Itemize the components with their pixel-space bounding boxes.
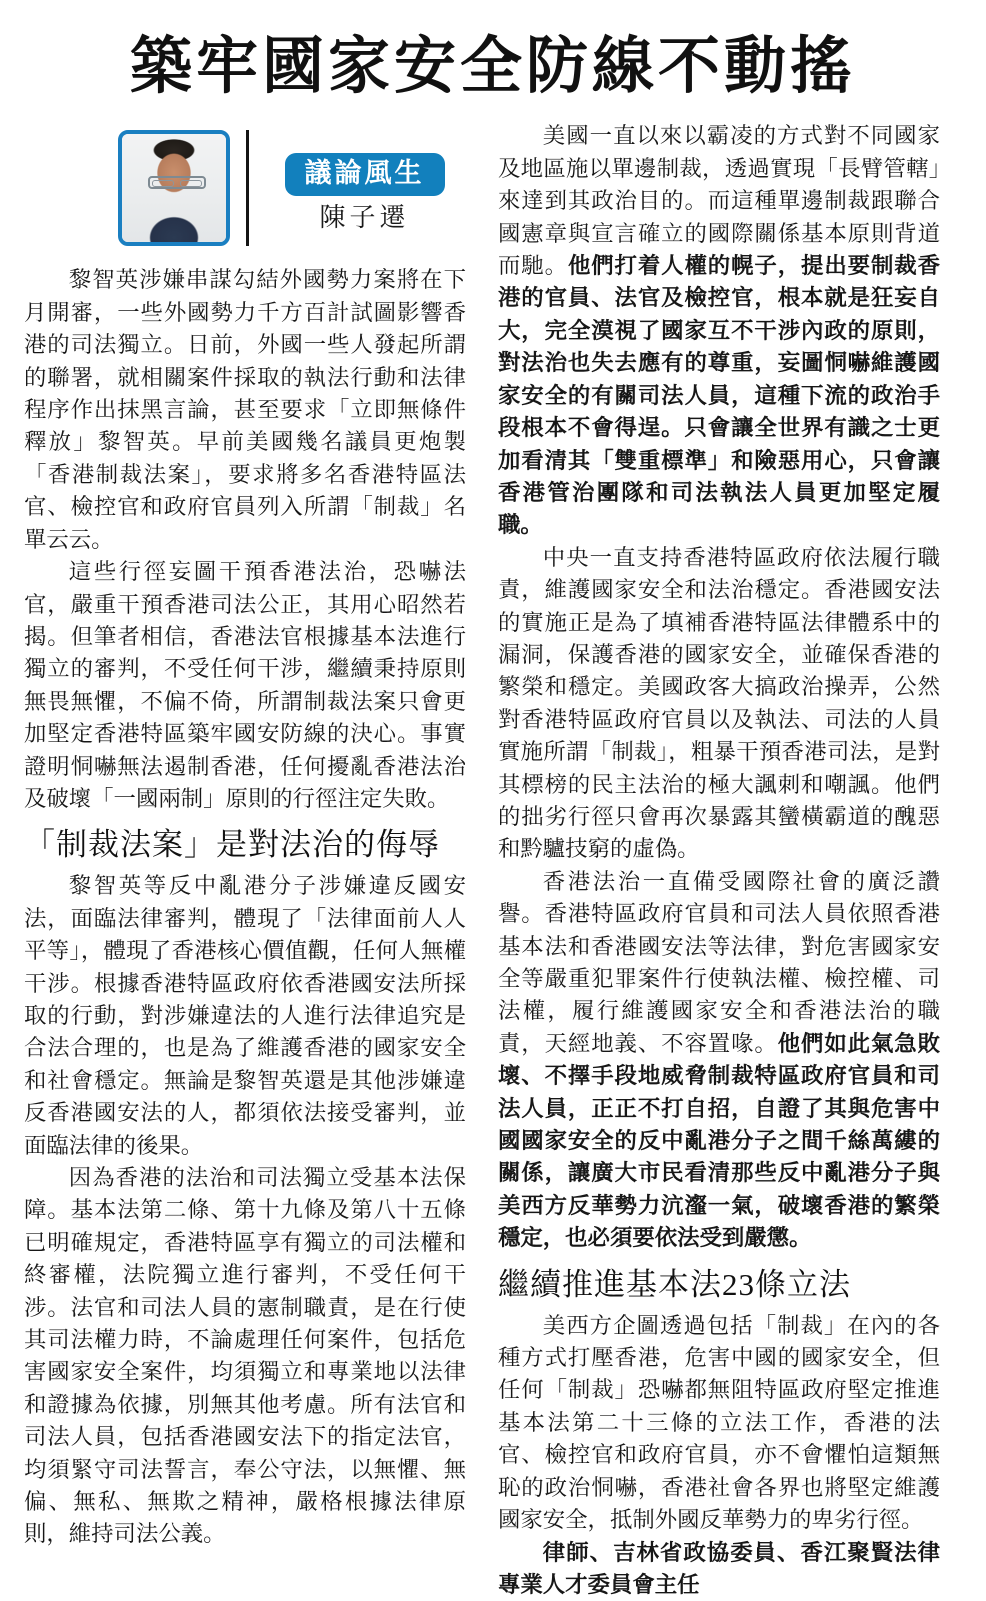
byline-divider — [246, 130, 249, 246]
byline-text — [263, 130, 466, 248]
paragraph-text-normal: 香港法治一直備受國際社會的廣泛讚譽。香港特區政府官員和司法人員依照香港基本法和香港國安法等法律，對危害國家安全等嚴重犯罪案件行使執法權、檢控權、司法權，履行維護國家安全和香港法治的職責，天經地義、不容置喙。 — [498, 869, 940, 1056]
avatar — [118, 130, 230, 246]
column-banner: 議論風生 — [285, 153, 445, 196]
author-credit-line: 律師、吉林省政協委員、香江聚賢法律專業人才委員會主任 — [498, 1537, 940, 1601]
paragraph-text-emphasis: 他們如此氣急敗壞、不擇手段地威脅制裁特區政府官員和司法人員，正正不打自招，自證了其與危害中國國家安全的反中亂港分子之間千絲萬縷的關係，讓廣大市民看清那些反中亂港分子與美西方反華勢力沆瀣一氣，破壞香港的繁榮穩定，也必須要依法受到嚴懲。 — [498, 1031, 940, 1250]
section-heading: 繼續推進基本法23條立法 — [498, 1264, 940, 1306]
paragraph — [498, 120, 940, 541]
paragraph: 美西方企圖透過包括「制裁」在內的各種方式打壓香港，危害中國的國家安全，但任何「制裁」恐嚇都無阻特區政府堅定推進基本法第二十三條的立法工作，香港的法官、檢控官和政府官員，亦不會懼怕這類無恥的政治恫嚇，香港社會各界也將堅定維護國家安全，抵制外國反華勢力的卑劣行徑。 — [498, 1310, 940, 1537]
glasses-icon — [148, 176, 206, 189]
section-heading: 「制裁法案」是對法治的侮辱 — [24, 824, 466, 866]
paragraph: 黎智英等反中亂港分子涉嫌違反國安法，面臨法律審判，體現了「法律面前人人平等」，體現了香港核心價值觀，任何人無權干涉。根據香港特區政府依香港國安法所採取的行動，對涉嫌違法的人進行法律追究是合法合理的，也是為了維護香港的國家安全和社會穩定。無論是黎智英還是其他涉嫌違反香港國安法的人，都須依法接受審判，並面臨法律的後果。 — [24, 870, 466, 1162]
paragraph: 黎智英涉嫌串謀勾結外國勢力案將在下月開審，一些外國勢力千方百計試圖影響香港的司法獨立。日前，外國一些人發起所謂的聯署，就相關案件採取的執法行動和法律程序作出抹黑言論，甚至要求「立即無條件釋放」黎智英。早前美國幾名議員更炮製「香港制裁法案」，要求將多名香港特區法官、檢控官和政府官員列入所謂「制裁」名單云云。 — [24, 264, 466, 556]
left-column — [24, 112, 466, 1601]
paragraph-text-normal: 美國一直以來以霸凌的方式對不同國家及地區施以單邊制裁，透過實現「長臂管轄」來達到其政治目的。而這種單邊制裁跟聯合國憲章與宣言確立的國際關係基本原則背道而馳。 — [498, 123, 940, 278]
paragraph — [498, 866, 940, 1255]
author-name: 陳子遷 — [319, 205, 409, 231]
paragraph: 中央一直支持香港特區政府依法履行職責，維護國家安全和法治穩定。香港國安法的實施正是為了填補香港特區法律體系中的漏洞，保護香港的國家安全，並確保香港的繁榮和穩定。美國政客大搞政治操弄，公然對香港特區政府官員以及執法、司法的人員實施所謂「制裁」，粗暴干預香港司法，是對其標榜的民主法治的極大諷刺和嘲諷。他們的拙劣行徑只會再次暴露其蠻橫霸道的醜惡和黔驢技窮的虛偽。 — [498, 542, 940, 866]
right-column — [498, 112, 940, 1601]
paragraph-text-emphasis: 他們打着人權的幌子，提出要制裁香港的官員、法官及檢控官，根本就是狂妄自大，完全漠視了國家互不干涉內政的原則，對法治也失去應有的尊重，妄圖恫嚇維護國家安全的有關司法人員，這種下流的政治手段根本不會得逞。只會讓全世界有識之士更加看清其「雙重標準」和險惡用心，只會讓香港管治團隊和司法執法人員更加堅定履職。 — [498, 253, 940, 537]
page-title: 築牢國家安全防線不動搖 — [0, 0, 986, 112]
byline — [24, 130, 466, 248]
article-columns — [0, 112, 986, 1601]
paragraph: 這些行徑妄圖干預香港法治，恐嚇法官，嚴重干預香港司法公正，其用心昭然若揭。但筆者相信，香港法官根據基本法進行獨立的審判，不受任何干涉，繼續秉持原則無畏無懼，不偏不倚，所謂制裁法案只會更加堅定香港特區築牢國安防線的決心。事實證明恫嚇無法遏制香港，任何擾亂香港法治及破壞「一國兩制」原則的行徑注定失敗。 — [24, 556, 466, 815]
paragraph: 因為香港的法治和司法獨立受基本法保障。基本法第二條、第十九條及第八十五條已明確規定，香港特區享有獨立的司法權和終審權，法院獨立進行審判，不受任何干涉。法官和司法人員的憲制職責，是在行使其司法權力時，不論處理任何案件，包括危害國家安全案件，均須獨立和專業地以法律和證據為依據，別無其他考慮。所有法官和司法人員，包括香港國安法下的指定法官，均須緊守司法誓言，奉公守法，以無懼、無偏、無私、無欺之精神，嚴格根據法律原則，維持司法公義。 — [24, 1162, 466, 1551]
